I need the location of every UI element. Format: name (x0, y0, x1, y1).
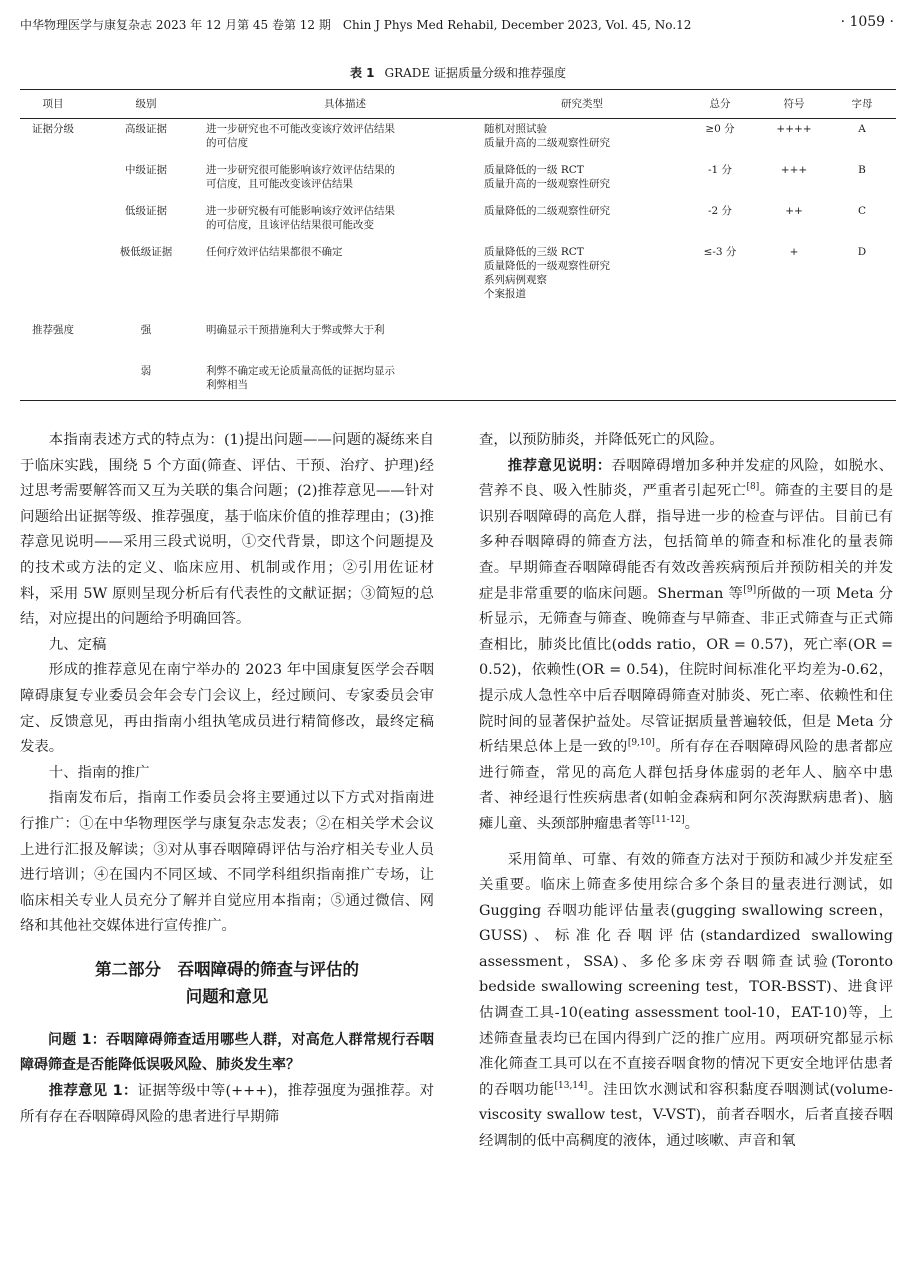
cell-symbol: ++ (785, 205, 803, 217)
right-column (479, 428, 893, 1155)
cell-study-type: 质量降低的一级 RCT 质量升高的一级观察性研究 (484, 164, 610, 190)
header-symbol: 符号 (760, 90, 828, 119)
paragraph-promotion: 指南发布后，指南工作委员会将主要通过以下方式对指南进行推广：①在中华物理医学与康复杂志发表；②在相关学术会议上进行汇报及解读；③对从事吞咽障碍评估与治疗相关专业人员进行培训；④在国内不同区域、不同学科组织指南推广专场，让临床相关专业人员充分了解并自觉应用本指南；⑤通过微信、网络和其他社交媒体进行宣传推广。 (20, 790, 434, 935)
cell-symbol: +++ (780, 164, 808, 176)
cell-study-type: 质量降低的二级观察性研究 (484, 205, 610, 217)
cell-item: 证据分级 (32, 123, 74, 135)
cell-description: 利弊不确定或无论质量高低的证据均显示 利弊相当 (206, 361, 484, 401)
cell-score: -1 分 (707, 164, 733, 176)
recommendation-explanation: 推荐意见说明：吞咽障碍增加多种并发症的风险，如脱水、营养不良、吸入性肺炎，严重者引起死亡[8]。筛查的主要目的是识别吞咽障碍的高危人群，指导进一步的检查与评估。目前已有多种吞咽障碍的筛查方法，包括简单的筛查和标准化的量表筛查。早期筛查吞咽障碍能否有效改善疾病预后并预防相关的并发症是非常重要的临床问题。Sherman 等[9]所做的一项 Meta 分析显示，无筛查与筛查、晚筛查与早筛查、非正式筛查与正式筛查相比，肺炎比值比(odds ratio，OR = 0.57)，死亡率(OR = 0.52)，依赖性(OR = 0.54)，住院时间标准化平均差为-0.62，提示成人急性卒中后吞咽障碍筛查对肺炎、死亡率、依赖性和住院时间的显著保护益处。尽管证据质量普遍较低，但是 Meta 分析结果总体上是一致的[9,10]。所有存在吞咽障碍风险的患者都应进行筛查，常见的高危人群包括身体虚弱的老年人、脑卒中患者、神经退行性疾病患者(如帕金森病和阿尔茨海默病患者)、脑瘫儿童、头颈部肿瘤患者等[11-12]。 (479, 457, 894, 832)
cell-level: 低级证据 (125, 205, 167, 217)
cell-study-type: 质量降低的三级 RCT 质量降低的一级观察性研究 系列病例观察 个案报道 (484, 246, 610, 300)
left-column (20, 428, 434, 1130)
citation-ref: [13,14] (554, 1081, 588, 1092)
header-letter: 字母 (828, 90, 896, 119)
section-heading-promotion: 十、指南的推广 (48, 764, 150, 781)
table-row (20, 201, 896, 242)
cell-item: 推荐强度 (32, 324, 74, 336)
header-item: 项目 (20, 90, 86, 119)
header-description: 具体描述 (206, 90, 484, 119)
section-heading-finalization: 九、定稿 (48, 636, 107, 653)
table-row (20, 119, 896, 161)
header-level: 级别 (86, 90, 206, 119)
cell-level: 弱 (86, 361, 206, 401)
cell-study-type: 随机对照试验 质量升高的二级观察性研究 (484, 123, 610, 149)
cell-level: 极低级证据 (119, 246, 173, 258)
cell-item (20, 361, 86, 401)
citation-ref: [8] (746, 482, 760, 493)
paragraph-screening-methods: 采用简单、可靠、有效的筛查方法对于预防和减少并发症至关重要。临床上筛查多使用综合多个条目的量表进行测试，如 Gugging 吞咽功能评估量表(gugging swallowing screen，GUSS)、标准化吞咽评估(standardized swallowing assessment，SSA)、多伦多床旁吞咽筛查试验(Toronto bedside swallowing screening test，TOR-BSST)、进食评估调查工具-10(eating assessment tool-10，EAT-10)等，上述筛查量表均已在国内得到广泛的推广应用。两项研究都显示标准化筛查工具可以在不直接吞咽食物的情况下更安全地评估患者的吞咽功能[13,14]。洼田饮水测试和容积黏度吞咽测试(volume-viscosity swallow test，V-VST)，前者吞咽水，后者直接吞咽经调制的低中高稠度的液体，通过咳嗽、声音和氧 (479, 851, 893, 1150)
cell-description: 进一步研究也不可能改变该疗效评估结果 的可信度 (206, 123, 395, 149)
table-title: GRADE 证据质量分级和推荐强度 (384, 66, 566, 80)
table-row (20, 242, 896, 320)
cell-level: 强 (140, 324, 152, 336)
cell-item (20, 242, 86, 320)
cell-description: 进一步研究极有可能影响该疗效评估结果 的可信度，且该评估结果很可能改变 (206, 205, 395, 231)
table-caption (0, 64, 916, 81)
paragraph-guideline-features: 本指南表述方式的特点为：(1)提出问题——问题的凝练来自于临床实践，围绕 5 个方面(筛查、评估、干预、治疗、护理)经过思考需要解答而又互为关联的集合问题；(2)推荐意见——针对问题给出证据等级、推荐强度，基于临床价值的推荐理由；(3)推荐意见说明——采用三段式说明，①交代背景，即这个问题提及的技术或方法的定义、临床应用、机制或作用；②引用佐证材料，采用 5W 原则呈现分析后有代表性的文献证据；③简短的总结，对应提出的问题给予明确回答。 (20, 432, 434, 628)
part-two-title: 第二部分 吞咽障碍的筛查与评估的 问题和意见 (95, 959, 359, 1006)
grade-table (20, 89, 896, 401)
cell-level: 高级证据 (125, 123, 167, 135)
running-header (20, 16, 894, 36)
header-study-type: 研究类型 (484, 90, 680, 119)
cell-letter: D (857, 246, 867, 258)
table-label: 表 1 (349, 66, 375, 80)
explanation-label: 推荐意见说明： (507, 457, 612, 474)
citation-ref: [11-12] (651, 815, 685, 826)
journal-citation: 中华物理医学与康复杂志 2023 年 12 月第 45 卷第 12 期 Chin J Phys Med Rehabil, December 2023, Vol. 45, No.12 (20, 18, 692, 32)
page-number: · 1059 · (840, 14, 894, 30)
cell-description: 明确显示干预措施利大于弊或弊大于利 (206, 324, 385, 336)
cell-letter: C (857, 205, 867, 217)
table-row (20, 320, 896, 361)
citation-ref: [9] (743, 584, 757, 595)
cell-item (20, 201, 86, 242)
table-header-row (20, 90, 896, 119)
cell-score: ≤-3 分 (703, 246, 737, 258)
cell-item (20, 160, 86, 201)
cell-symbol: ++++ (776, 123, 812, 135)
recommendation-1: 推荐意见 1：证据等级中等(+++)，推荐强度为强推荐。对所有存在吞咽障碍风险的患者进行早期筛 (20, 1083, 434, 1125)
table-row (20, 361, 896, 401)
cell-description: 进一步研究很可能影响该疗效评估结果的 可信度，且可能改变该评估结果 (206, 164, 395, 190)
cell-score: -2 分 (707, 205, 733, 217)
cell-score: ≥0 分 (705, 123, 735, 135)
cell-level: 中级证据 (125, 164, 167, 176)
cell-letter: A (858, 123, 866, 135)
cell-symbol: + (789, 246, 799, 258)
recommendation-label: 推荐意见 1： (48, 1083, 138, 1100)
table-row (20, 160, 896, 201)
paragraph-continuation: 查，以预防肺炎，并降低死亡的风险。 (479, 432, 724, 448)
cell-letter: B (858, 164, 866, 176)
header-score: 总分 (680, 90, 760, 119)
cell-description: 任何疗效评估结果都很不确定 (206, 246, 343, 258)
citation-ref: [9,10] (627, 738, 655, 749)
paragraph-finalization: 形成的推荐意见在南宁举办的 2023 年中国康复医学会吞咽障碍康复专业委员会年会专门会议上，经过顾问、专家委员会审定、反馈意见，再由指南小组执笔成员进行精简修改，最终定稿发表。 (20, 662, 434, 756)
question-1: 问题 1：吞咽障碍筛查适用哪些人群，对高危人群常规行吞咽障碍筛查是否能降低误吸风险、肺炎发生率？ (20, 1031, 434, 1074)
